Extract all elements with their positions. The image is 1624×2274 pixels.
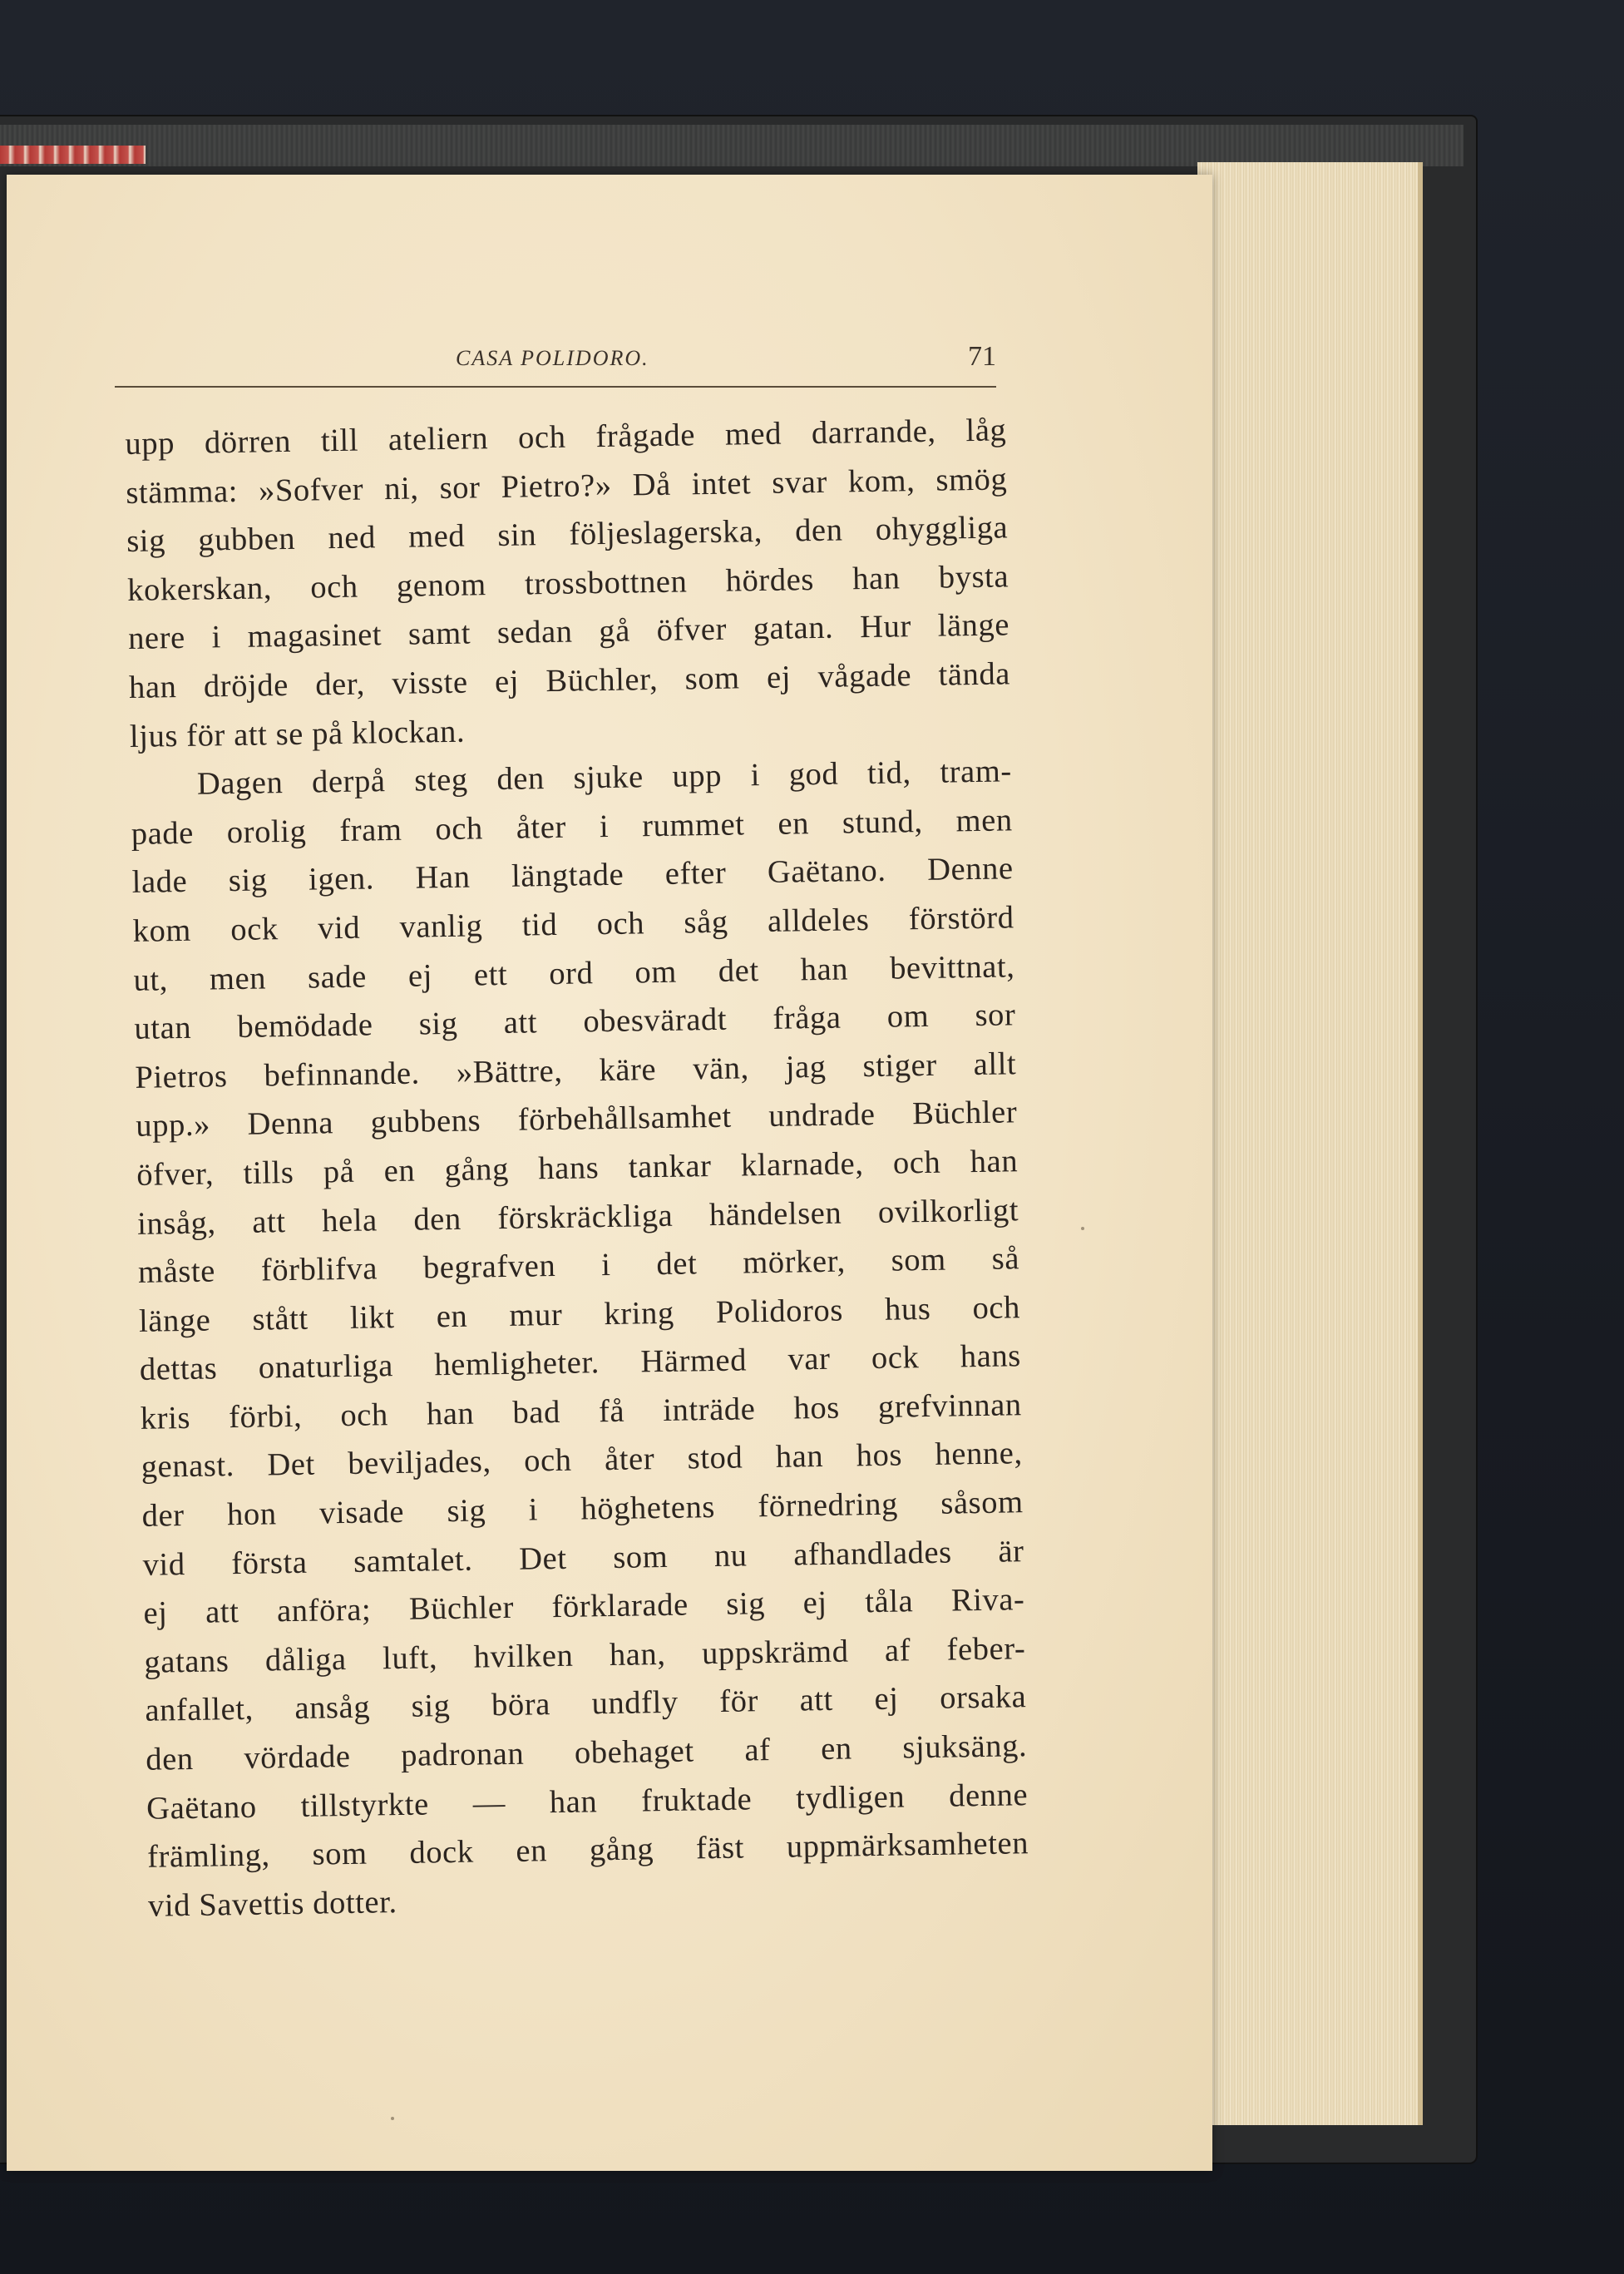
text-line: genast. Det beviljades, och åter stod han hos henne,: [141, 1436, 1023, 1486]
body-text: [125, 406, 1029, 1930]
text-line: insåg, att hela den förskräckliga händelsen ovilkorligt: [136, 1192, 1019, 1242]
text-line: Dagen derpå steg den sjuke upp i god tid, tram-: [196, 754, 1013, 802]
text-line: kom ock vid vanlig tid och såg alldeles förstörd: [132, 900, 1014, 949]
text-line: lade sig igen. Han längtade efter Gaëtano. Denne: [131, 851, 1014, 901]
text-line: den vördade padronan obehaget af en sjuksäng.: [145, 1728, 1028, 1777]
page-header: [115, 339, 996, 388]
cover-top-edge: [0, 125, 1464, 166]
text-line: ut, men sade ej ett ord om det han bevittnat,: [133, 948, 1015, 998]
page-number: 71: [968, 341, 996, 372]
text-line: ej att anföra; Büchler förklarade sig ej tåla Riva-: [143, 1582, 1025, 1632]
text-line: upp dörren till ateliern och frågade med darrande, låg: [125, 413, 1007, 462]
text-line: kris förbi, och han bad få inträde hos grefvinnan: [140, 1387, 1023, 1436]
text-line: pade orolig fram och åter i rummet en stund, men: [131, 803, 1014, 852]
text-line: Pietros befinnande. »Bättre, käre vän, jag stiger allt: [135, 1046, 1017, 1095]
text-line: anfallet, ansåg sig böra undfly för att ej orsaka: [145, 1679, 1027, 1729]
text-line: utan bemödade sig att obesväradt fråga om sor: [134, 997, 1016, 1047]
text-line: dettas onaturliga hemligheter. Härmed var ock hans: [139, 1338, 1022, 1388]
text-line: Gaëtano tillstyrkte — han fruktade tydligen denne: [146, 1777, 1029, 1827]
paper-speck: [391, 2117, 394, 2120]
text-line: upp.» Denna gubbens förbehållsamhet undrade Büchler: [136, 1095, 1018, 1144]
text-line: ljus för att se på klockan.: [129, 714, 466, 754]
text-line: vid Savettis dotter.: [147, 1884, 398, 1924]
text-line: sig gubben ned med sin följeslagerska, den ohyggliga: [126, 510, 1009, 560]
text-line: öfver, tills på en gång hans tankar klarnade, och han: [136, 1144, 1019, 1193]
text-line: måste förblifva begrafven i det mörker, som så: [137, 1241, 1020, 1290]
spine-red-band: [0, 146, 146, 164]
text-line: gatans dåliga luft, hvilken han, uppskrämd af feber-: [144, 1631, 1026, 1680]
text-line: der hon visade sig i höghetens förnedring såsom: [141, 1485, 1024, 1534]
running-title: CASA POLIDORO.: [456, 346, 649, 370]
paper-speck: [1081, 1227, 1084, 1230]
page-edges: [1197, 162, 1423, 2125]
text-line: främling, som dock en gång fäst uppmärksamheten: [146, 1826, 1029, 1876]
text-line: nere i magasinet samt sedan gå öfver gatan. Hur länge: [127, 607, 1010, 657]
text-line: vid första samtalet. Det som nu afhandlades är: [142, 1533, 1024, 1583]
text-line: han dröjde der, visste ej Büchler, som ej vågade tända: [128, 656, 1011, 705]
text-line: länge stått likt en mur kring Polidoros hus och: [138, 1289, 1021, 1339]
text-line: kokerskan, och genom trossbottnen hördes han bysta: [126, 559, 1009, 608]
text-line: stämma: »Sofver ni, sor Pietro?» Då intet svar kom, smög: [126, 461, 1008, 511]
